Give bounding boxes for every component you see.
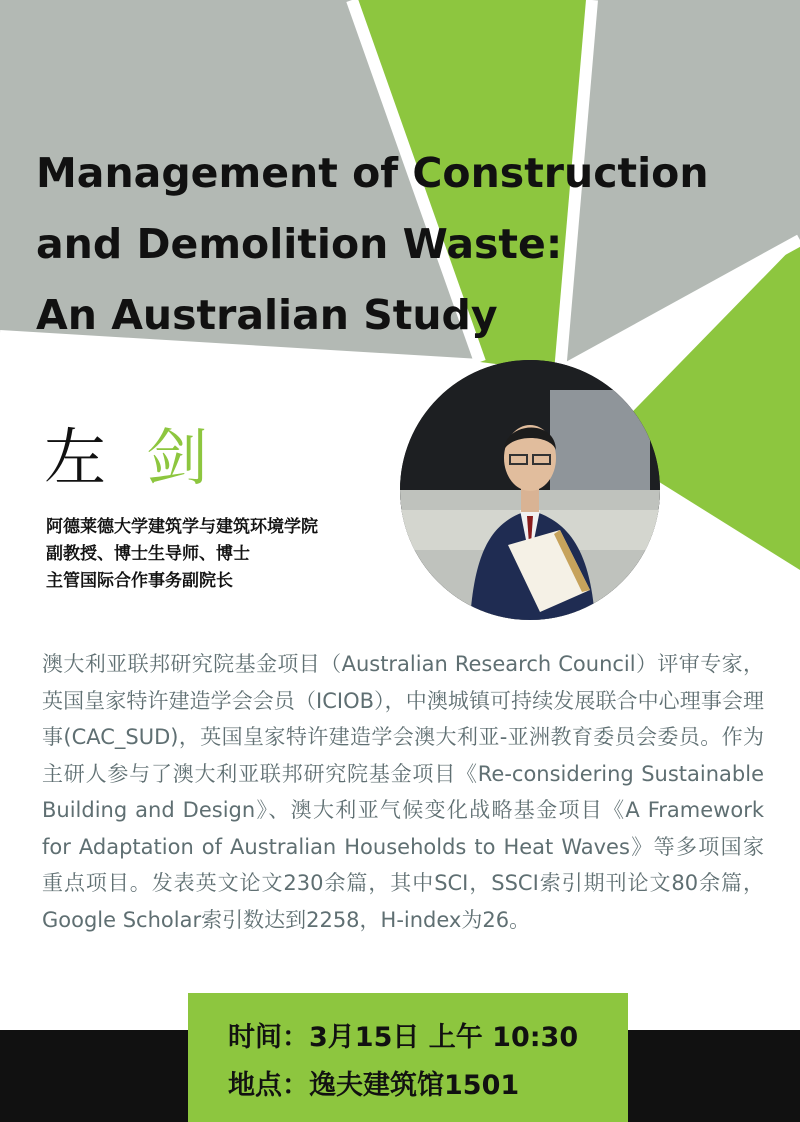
speaker-portrait-image [400, 360, 660, 620]
title-line-2: and Demolition Waste: [36, 220, 563, 268]
affiliation-line: 副教授、博士生导师、博士 [46, 544, 250, 564]
speaker-given-name: 剑 [146, 421, 209, 494]
affiliation-line: 主管国际合作事务副院长 [46, 571, 233, 591]
speaker-name [44, 422, 208, 494]
speaker-bio: 澳大利亚联邦研究院基金项目（Australian Research Council）评审专家，英国皇家特许建造学会会员（ICIOB），中澳城镇可持续发展联合中心理事会理事(CAC_SUD)，英国皇家特许建造学会澳大利亚-亚洲教育委员会委员。作为主研人参与了澳大利亚联邦研究院基金项目《Re-considering Sustainable Building and Design》、澳大利亚气候变化战略基金项目《A Framework for Adaptation of Australian Households to Heat Waves》等多项国家重点项目。发表英文论文230余篇，其中SCI，SSCI索引期刊论文80余篇，Google Scholar索引数达到2258，H-index为26。 [42, 652, 764, 932]
event-info-panel [188, 993, 628, 1122]
speaker-photo [400, 360, 660, 620]
event-place: 地点：逸夫建筑馆1501 [228, 1070, 520, 1101]
speaker-surname: 左 [44, 421, 107, 494]
speaker-affiliation [46, 514, 406, 595]
event-time: 时间：3月15日 上午 10:30 [228, 1022, 579, 1053]
poster-title [36, 138, 776, 351]
affiliation-line: 阿德莱德大学建筑学与建筑环境学院 [46, 517, 318, 537]
title-line-1: Management of Construction [36, 149, 709, 197]
title-line-3: An Australian Study [36, 291, 498, 339]
